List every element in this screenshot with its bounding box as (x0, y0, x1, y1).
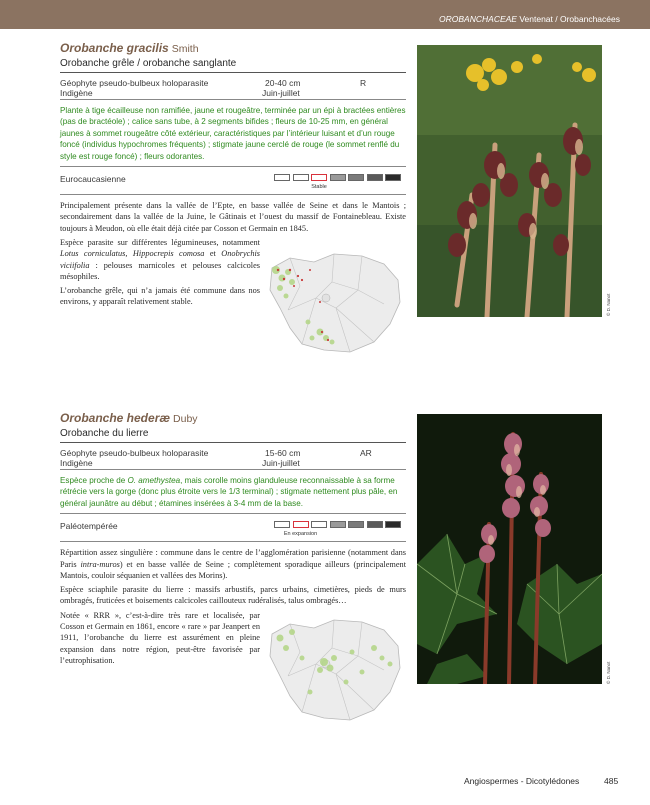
species-title (60, 411, 406, 426)
trend-scale-box (311, 521, 327, 528)
trend-scale-box (385, 521, 401, 528)
host-species-1: Lotus corniculatus (60, 249, 126, 259)
life-form: Géophyte pseudo-bulbeux holoparasite (60, 448, 209, 458)
trend-scale-box (311, 174, 327, 181)
trend-scale-box (348, 521, 364, 528)
distribution-paragraph: Principalement présente dans la vallée de l’Epte, en basse vallée de Seine et dans le Mantois ; secondairement dans la vallée de la Juine, le Gâtinais et l’ouest du massif de Fontainebleau. Existe toujours à Meudon, où elle était déjà citée par Cosson et Germain en 1845. (60, 201, 406, 233)
photo-credit: © D. Nanot (606, 293, 611, 316)
host-separator-1: , (125, 249, 133, 259)
ecology-paragraph: Espèce sciaphile parasite du lierre : massifs arbustifs, parcs urbains, cimetières, pieds de murs ombragés, fruticées et boisements calcicoles caillouteux rudéralisés, talus ombragés… (60, 585, 406, 606)
trend-scale (274, 174, 404, 191)
header-bar (0, 0, 650, 29)
desc-details: , mais corolle moins glanduleuse reconnaissable à sa forme rétrécie vers la gorge (donc plus étroite vers le 1/3 terminal) ; stigmate nettement plus pâle, en général jaunâtre au début ; étamines insérées à 3-4 mm de la base. (60, 476, 398, 508)
host-species-2: Hippocrepis comosa (132, 249, 205, 259)
species-name: Orobanche gracilis (60, 41, 169, 55)
rarity-code: AR (360, 448, 372, 458)
flowering-period: Juin-juillet (262, 458, 300, 468)
trend-label: Stable (311, 184, 327, 191)
trend-scale-box (367, 521, 383, 528)
family-header (439, 14, 620, 24)
desc-intro: Espèce proche de (60, 476, 128, 485)
plant-size: 15-60 cm (265, 448, 301, 458)
page-number: 485 (604, 776, 619, 786)
intra-muros: intra-muros (80, 559, 120, 569)
trend-scale-box (274, 521, 290, 528)
species-author: Smith (171, 43, 199, 55)
life-form: Géophyte pseudo-bulbeux holoparasite (60, 78, 209, 88)
trend-scale-box (330, 521, 346, 528)
photo-credit: © D. Nanot (606, 661, 611, 684)
species-title (60, 41, 406, 56)
book-section: Angiospermes - Dicotylédones (464, 776, 580, 786)
attributes-row (60, 448, 406, 470)
ecology-habitats: : pelouses marnicoles et pelouses calcicoles mésophiles. (60, 260, 260, 281)
status: Indigène (60, 458, 93, 468)
trend-scale-box (293, 174, 309, 181)
chorology-row (60, 518, 406, 542)
ecology-paragraph (60, 237, 260, 282)
ecology-intro: Espèce parasite sur différentes légumineuses, notamment (60, 237, 260, 247)
status: Indigène (60, 88, 93, 98)
plant-size: 20-40 cm (265, 78, 301, 88)
distribution-map (262, 246, 406, 356)
trend-label: En expansion (283, 531, 318, 538)
species-photo (417, 45, 602, 317)
distribution-paragraph (60, 547, 406, 581)
distribution-map (262, 612, 406, 724)
chorology-type: Eurocaucasienne (60, 174, 126, 185)
host-separator-2: et (204, 249, 222, 259)
family-rest: Ventenat / Orobanchacées (516, 14, 620, 24)
trend-scale-box (367, 174, 383, 181)
trend-scale-box (330, 174, 346, 181)
history-paragraph: Notée « RRR », c’est-à-dire très rare et localisée, par Cosson et Germain en 1861, encore « rare » par Jeanpert en 1911, l’orobanche du lierre est assurément en pleine expansion dans notre région, peut-être favorisée par l’eutrophisation. (60, 610, 260, 665)
species-description (60, 475, 406, 514)
trend-scale-box (274, 174, 290, 181)
status-paragraph: L’orobanche grêle, qui n’a jamais été commune dans nos environs, y apparaît relativement stable. (60, 286, 260, 307)
chorology-type: Paléotempérée (60, 521, 118, 532)
distribution-intro: Répartition assez singulière : commune dans le centre de l’agglomération parisienne (notamment dans Paris (60, 548, 406, 569)
rarity-code: R (360, 78, 367, 88)
host-species-3: Onobrychis viciifolia (60, 249, 261, 270)
family-latin: OROBANCHACEAE (439, 14, 517, 24)
trend-scale-box (293, 521, 309, 528)
common-name: Orobanche grêle / orobanche sanglante (60, 58, 406, 73)
attributes-row (60, 78, 406, 100)
species-author: Duby (173, 413, 198, 425)
desc-reference-species: O. amethystea (127, 476, 181, 485)
trend-scale (274, 521, 404, 538)
trend-scale-box (348, 174, 364, 181)
species-name: Orobanche hederæ (60, 411, 171, 425)
trend-scale-box (385, 174, 401, 181)
flowering-period: Juin-juillet (262, 88, 300, 98)
common-name: Orobanche du lierre (60, 428, 406, 443)
distribution-rest: ) et en basse vallée de Seine ; complètement sporadique ailleurs (principalement Mantois, couloir séquanien et vallées des Morins). (60, 559, 407, 580)
species-photo (417, 414, 602, 684)
chorology-row (60, 171, 406, 195)
species-description: Plante à tige écailleuse non ramifiée, jaune et rougeâtre, terminée par un épi à bractées entières (pas de bractéole) ; calice sans tube, à 2 segments bifides ; fleurs de 10-25 mm, en général jaunes à sommet rougeâtre côté extérieur, caractéristiques par l’intérieur luisant et d’un rouge foncé (individus hypochromes fréquents) ; stigmate jaune cerclé de rouge (le sommet renflé du style est rouge foncé) ; fleurs odorantes. (60, 105, 406, 167)
